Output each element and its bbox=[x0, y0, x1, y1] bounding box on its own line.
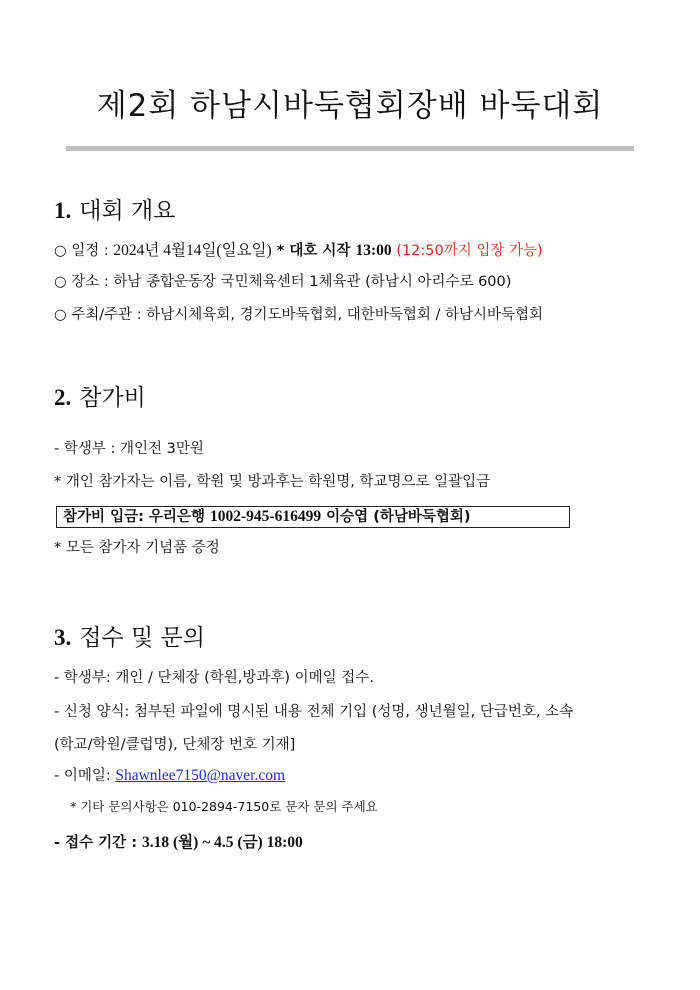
page-title: 제2회 하남시바둑협회장배 바둑대회 bbox=[96, 88, 604, 124]
gift-note-line: * 모든 참가자 기념품 증정 bbox=[54, 540, 220, 556]
account-number: 1002-945-616499 bbox=[210, 508, 322, 525]
section-title: 접수 및 문의 bbox=[79, 625, 205, 651]
section-heading-overview bbox=[54, 192, 175, 225]
schedule-date: 2024년 4월14일(일요일) bbox=[113, 242, 272, 259]
inquiry-line: * 기타 문의사항은 010-2894-7150로 문자 문의 주세요 bbox=[70, 799, 378, 814]
deposit-note-line: * 개인 참가자는 이름, 학원 및 방과후는 학원명, 학교명으로 일괄입금 bbox=[54, 474, 491, 490]
account-label: 참가비 입금: 우리은행 bbox=[63, 509, 211, 525]
schedule-start-time: 13:00 bbox=[355, 242, 392, 259]
section-number: 2. bbox=[54, 385, 72, 410]
student-entry-line: - 학생부: 개인 / 단체장 (학원,방과후) 이메일 접수. bbox=[54, 670, 374, 686]
account-holder: 이승엽 (하남바둑협회) bbox=[321, 509, 471, 525]
title-divider bbox=[66, 146, 634, 151]
email-link[interactable]: Shawnlee7150@naver.com bbox=[115, 767, 286, 784]
schedule-start-label: * 대호 시작 bbox=[271, 243, 356, 259]
section-title: 대회 개요 bbox=[79, 198, 176, 224]
schedule-label: ○ 일정 : bbox=[54, 243, 114, 259]
form-line-2: (학교/학원/클럽명), 단체장 번호 기재] bbox=[54, 737, 296, 753]
account-box bbox=[56, 506, 570, 528]
schedule-entry-note: (12:50까지 입장 가능) bbox=[391, 243, 543, 259]
email-label: - 이메일: bbox=[54, 768, 116, 784]
period-value: 3.18 (월) ~ 4.5 (금) 18:00 bbox=[142, 834, 303, 851]
section-heading-fee bbox=[54, 379, 146, 412]
place-line: ○ 장소 : 하남 종합운동장 국민체육센터 1체육관 (하남시 아리수로 600) bbox=[54, 274, 512, 290]
section-number: 1. bbox=[54, 198, 72, 223]
section-title: 참가비 bbox=[79, 385, 146, 411]
host-line: ○ 주최/주관 : 하남시체육회, 경기도바둑협회, 대한바둑협회 / 하남시바둑협회 bbox=[54, 307, 543, 323]
section-heading-registration bbox=[54, 619, 205, 652]
period-label: - 접수 기간 : bbox=[54, 835, 143, 851]
schedule-line bbox=[54, 238, 543, 260]
student-fee-line: - 학생부 : 개인전 3만원 bbox=[54, 441, 204, 457]
section-number: 3. bbox=[54, 625, 72, 650]
period-line bbox=[54, 830, 303, 852]
form-line-1: - 신청 양식: 첨부된 파일에 명시된 내용 전체 기입 (성명, 생년월일, 단급번호, 소속 bbox=[54, 704, 574, 720]
email-line bbox=[54, 764, 285, 785]
